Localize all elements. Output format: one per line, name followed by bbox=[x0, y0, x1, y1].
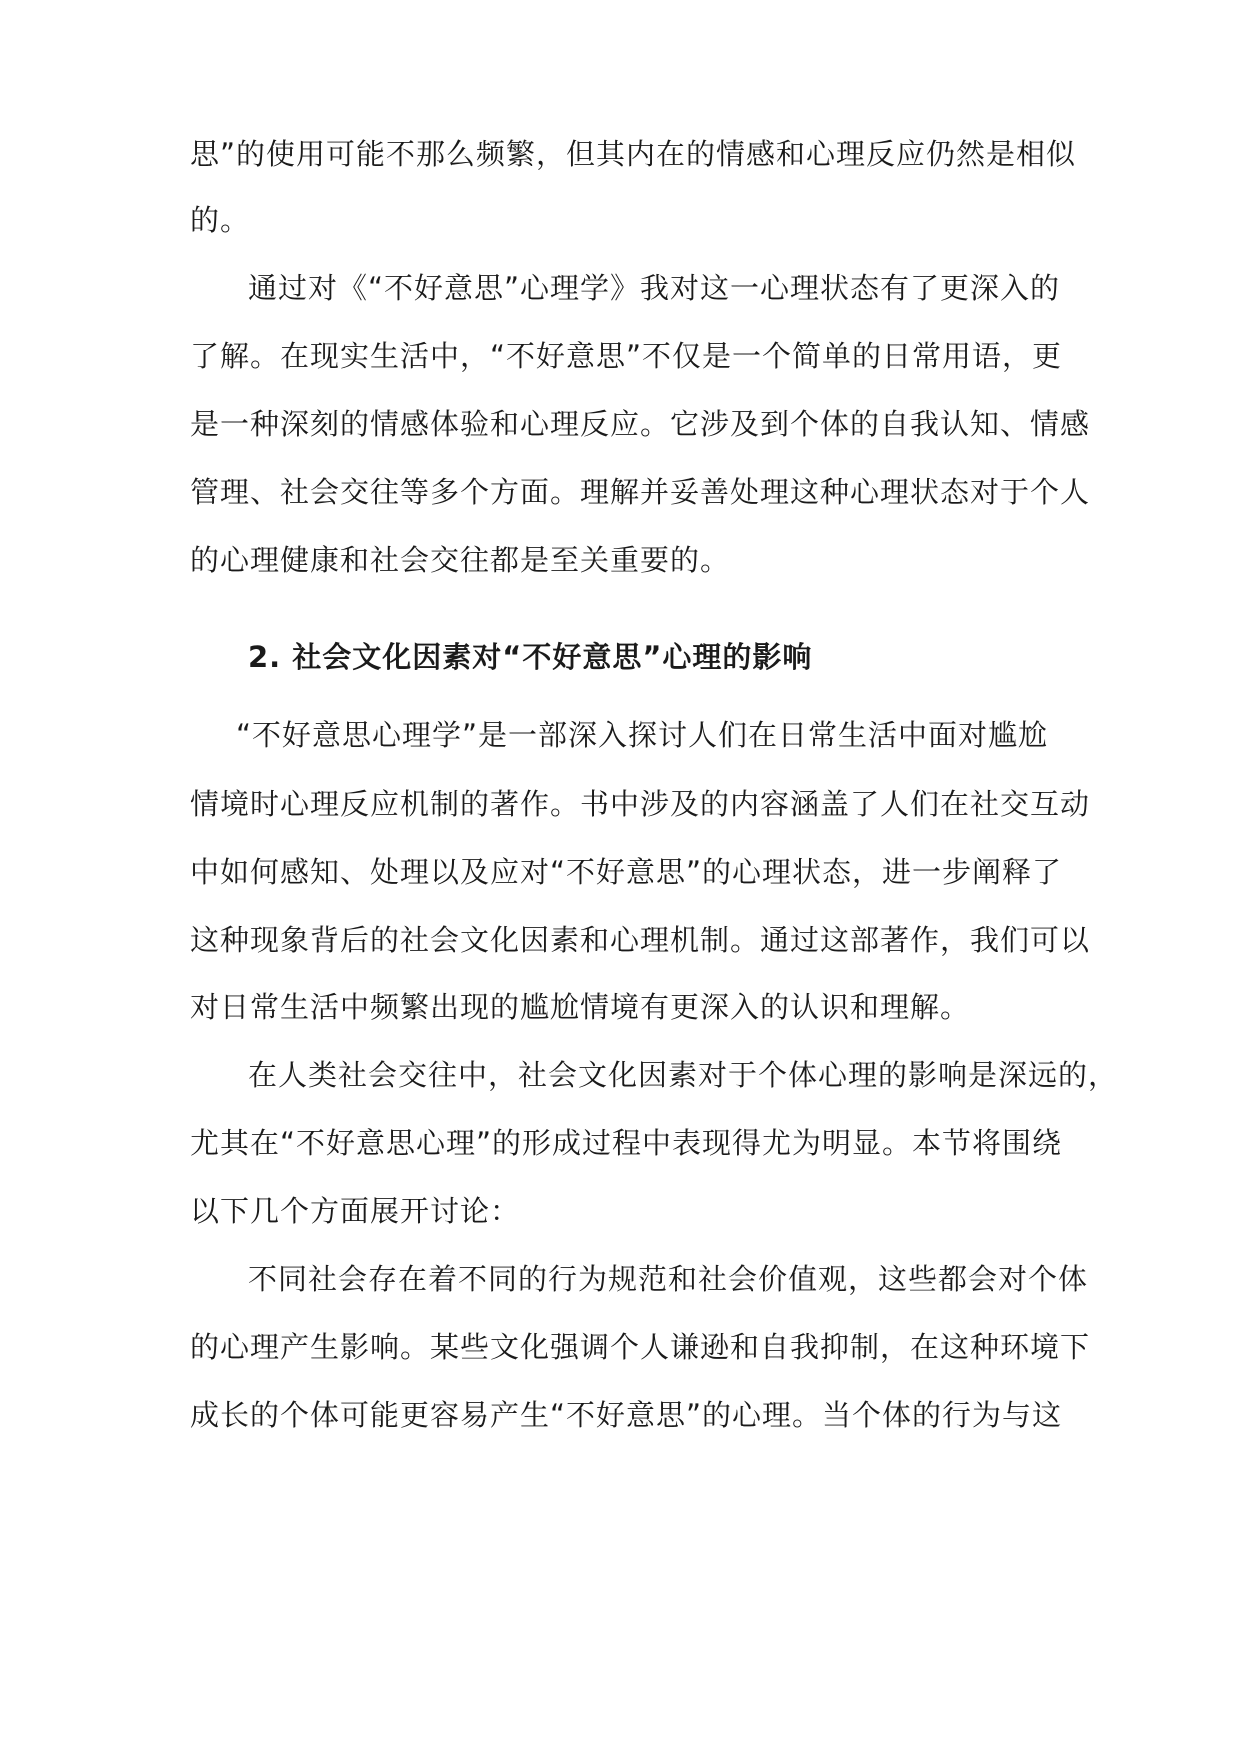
paragraph-line: 通过对《“不好意思”心理学》我对这一心理状态有了更深入的 bbox=[248, 271, 1061, 305]
section-heading: 2. 社会文化因素对“不好意思”心理的影响 bbox=[248, 640, 813, 674]
paragraph-line: 这种现象背后的社会文化因素和心理机制。通过这部著作，我们可以 bbox=[190, 923, 1091, 957]
paragraph-line: 以下几个方面展开讨论： bbox=[190, 1194, 521, 1228]
paragraph-line: 中如何感知、处理以及应对“不好意思”的心理状态，进一步阐释了 bbox=[190, 855, 1063, 889]
paragraph-line: 尤其在“不好意思心理”的形成过程中表现得尤为明显。本节将围绕 bbox=[190, 1126, 1063, 1160]
paragraph-line: 思”的使用可能不那么频繁，但其内在的情感和心理反应仍然是相似 bbox=[190, 137, 1077, 171]
paragraph-line: 的心理健康和社会交往都是至关重要的。 bbox=[190, 543, 731, 577]
paragraph-line: 是一种深刻的情感体验和心理反应。它涉及到个体的自我认知、情感 bbox=[190, 407, 1091, 441]
paragraph-line: 情境时心理反应机制的著作。书中涉及的内容涵盖了人们在社交互动 bbox=[190, 787, 1091, 821]
paragraph-line: 管理、社会交往等多个方面。理解并妥善处理这种心理状态对于个人 bbox=[190, 475, 1091, 509]
paragraph-line: 的心理产生影响。某些文化强调个人谦逊和自我抑制，在这种环境下 bbox=[190, 1330, 1091, 1364]
paragraph-line: 不同社会存在着不同的行为规范和社会价值观，这些都会对个体 bbox=[248, 1262, 1089, 1296]
paragraph-line: 在人类社会交往中，社会文化因素对于个体心理的影响是深远的， bbox=[248, 1058, 1119, 1092]
paragraph-line: “不好意思心理学”是一部深入探讨人们在日常生活中面对尴尬 bbox=[236, 718, 1049, 752]
paragraph-line: 成长的个体可能更容易产生“不好意思”的心理。当个体的行为与这 bbox=[190, 1398, 1063, 1432]
paragraph-line: 对日常生活中频繁出现的尴尬情境有更深入的认识和理解。 bbox=[190, 990, 971, 1024]
paragraph-line: 了解。在现实生活中，“不好意思”不仅是一个简单的日常用语，更 bbox=[190, 339, 1063, 373]
paragraph-line: 的。 bbox=[190, 203, 251, 237]
